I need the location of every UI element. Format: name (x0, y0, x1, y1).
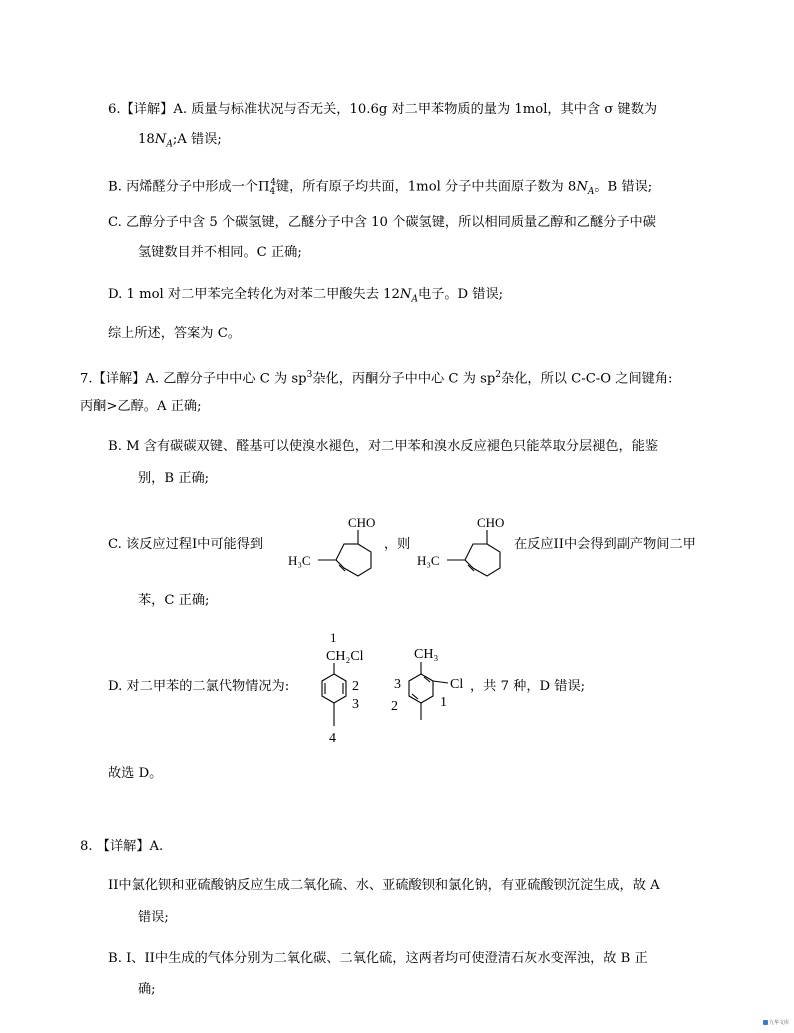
q7-line-c: C. 该反应过程I中可能得到 (108, 537, 264, 552)
cyclohexene-aldehyde-structure-1 (286, 510, 384, 590)
struct4-n1: 1 (440, 695, 447, 710)
q6-line-c: C. 乙醇分子中含 5 个碳氢键，乙醚分子中含 10 个碳氢键，所以相同质量乙醇和乙醚分子中碳 (108, 215, 656, 230)
struct1-cho: CHO (348, 515, 376, 530)
struct1-h3c: H₃C (288, 553, 311, 568)
q6-line-a-cont: $18N_A;A$ 错误; (138, 132, 222, 150)
q8-line-a: 8. 【详解】A. (80, 839, 164, 854)
struct3-n3: 3 (352, 697, 359, 712)
struct4-ch3: CH₃ (414, 647, 439, 662)
q7-line-a-cont: 丙酮>乙醇。A 正确; (80, 399, 202, 414)
watermark-logo: 九华文库 (763, 1018, 791, 1029)
q7-line-c-cont: 苯，C 正确; (138, 593, 210, 608)
struct3-n2: 2 (352, 679, 359, 694)
dichloro-xylene-structure-1 (312, 630, 380, 746)
q6-line-b: B. 丙烯醛分子中形成一个$\Pi_4^4$键，所有原子均共面，1mol 分子中共面原子数为 $8N_A$。B 错误; (108, 178, 653, 198)
struct3-n1: 1 (330, 630, 337, 645)
q8-option-b: B. I、II中生成的气体分别为二氧化碳、二氧化硫，这两者均可使澄清石灰水变浑浊，故 B 正 (108, 951, 648, 966)
q6-line-a: 6.【详解】A. 质量与标准状况与否无关，10.6g 对二甲苯物质的量为 1mol，其中含 σ 键数为 (108, 102, 658, 117)
q7-line-a: 7.【详解】A. 乙醇分子中中心 C 为 $sp^3$杂化，丙酮分子中中心 C 为 $sp^2$杂化，所以 C-C-O 之间键角: (80, 370, 673, 387)
q7-line-b-cont: 别，B 正确; (138, 471, 210, 486)
struct4-n2: 2 (391, 699, 398, 714)
dichloro-xylene-structure-2 (390, 640, 470, 726)
q8-option-b-cont: 确; (138, 982, 156, 997)
watermark-icon (763, 1020, 768, 1025)
struct4-cl: Cl (450, 677, 464, 692)
q7-line-d-end: ，共 7 种，D 错误; (470, 679, 586, 694)
struct3-ch2cl: CH₂Cl (326, 649, 364, 664)
struct2-cho: CHO (477, 515, 505, 530)
q7-conclusion: 故选 D。 (108, 766, 163, 781)
q6-summary: 综上所述，答案为 C。 (108, 326, 241, 341)
struct4-n3: 3 (394, 677, 401, 692)
q7-line-c-mid: ，则 (384, 537, 411, 552)
q8-option-a-cont: 错误; (138, 910, 169, 925)
struct2-h3c: H₃C (417, 553, 440, 568)
q8-option-a: II中氯化钡和亚硫酸钠反应生成二氧化硫、水、亚硫酸钡和氯化钠，有亚硫酸钡沉淀生成，故 A (108, 878, 660, 893)
q6-line-c-cont: 氢键数目并不相同。C 正确; (138, 245, 302, 260)
q7-line-d: D. 对二甲苯的二氯代物情况为: (108, 679, 290, 694)
struct3-n4: 4 (329, 731, 336, 746)
q6-line-d: D. 1 mol 对二甲苯完全转化为对苯二甲酸失去 $12N_A$电子。D 错误; (108, 287, 504, 305)
q7-line-b: B. M 含有碳碳双键、醛基可以使溴水褪色，对二甲苯和溴水反应褪色只能萃取分层褪色，能鉴 (108, 439, 659, 454)
cyclohexene-aldehyde-structure-2 (415, 510, 513, 590)
q7-line-c-end: 在反应II中会得到副产物间二甲 (514, 537, 696, 552)
